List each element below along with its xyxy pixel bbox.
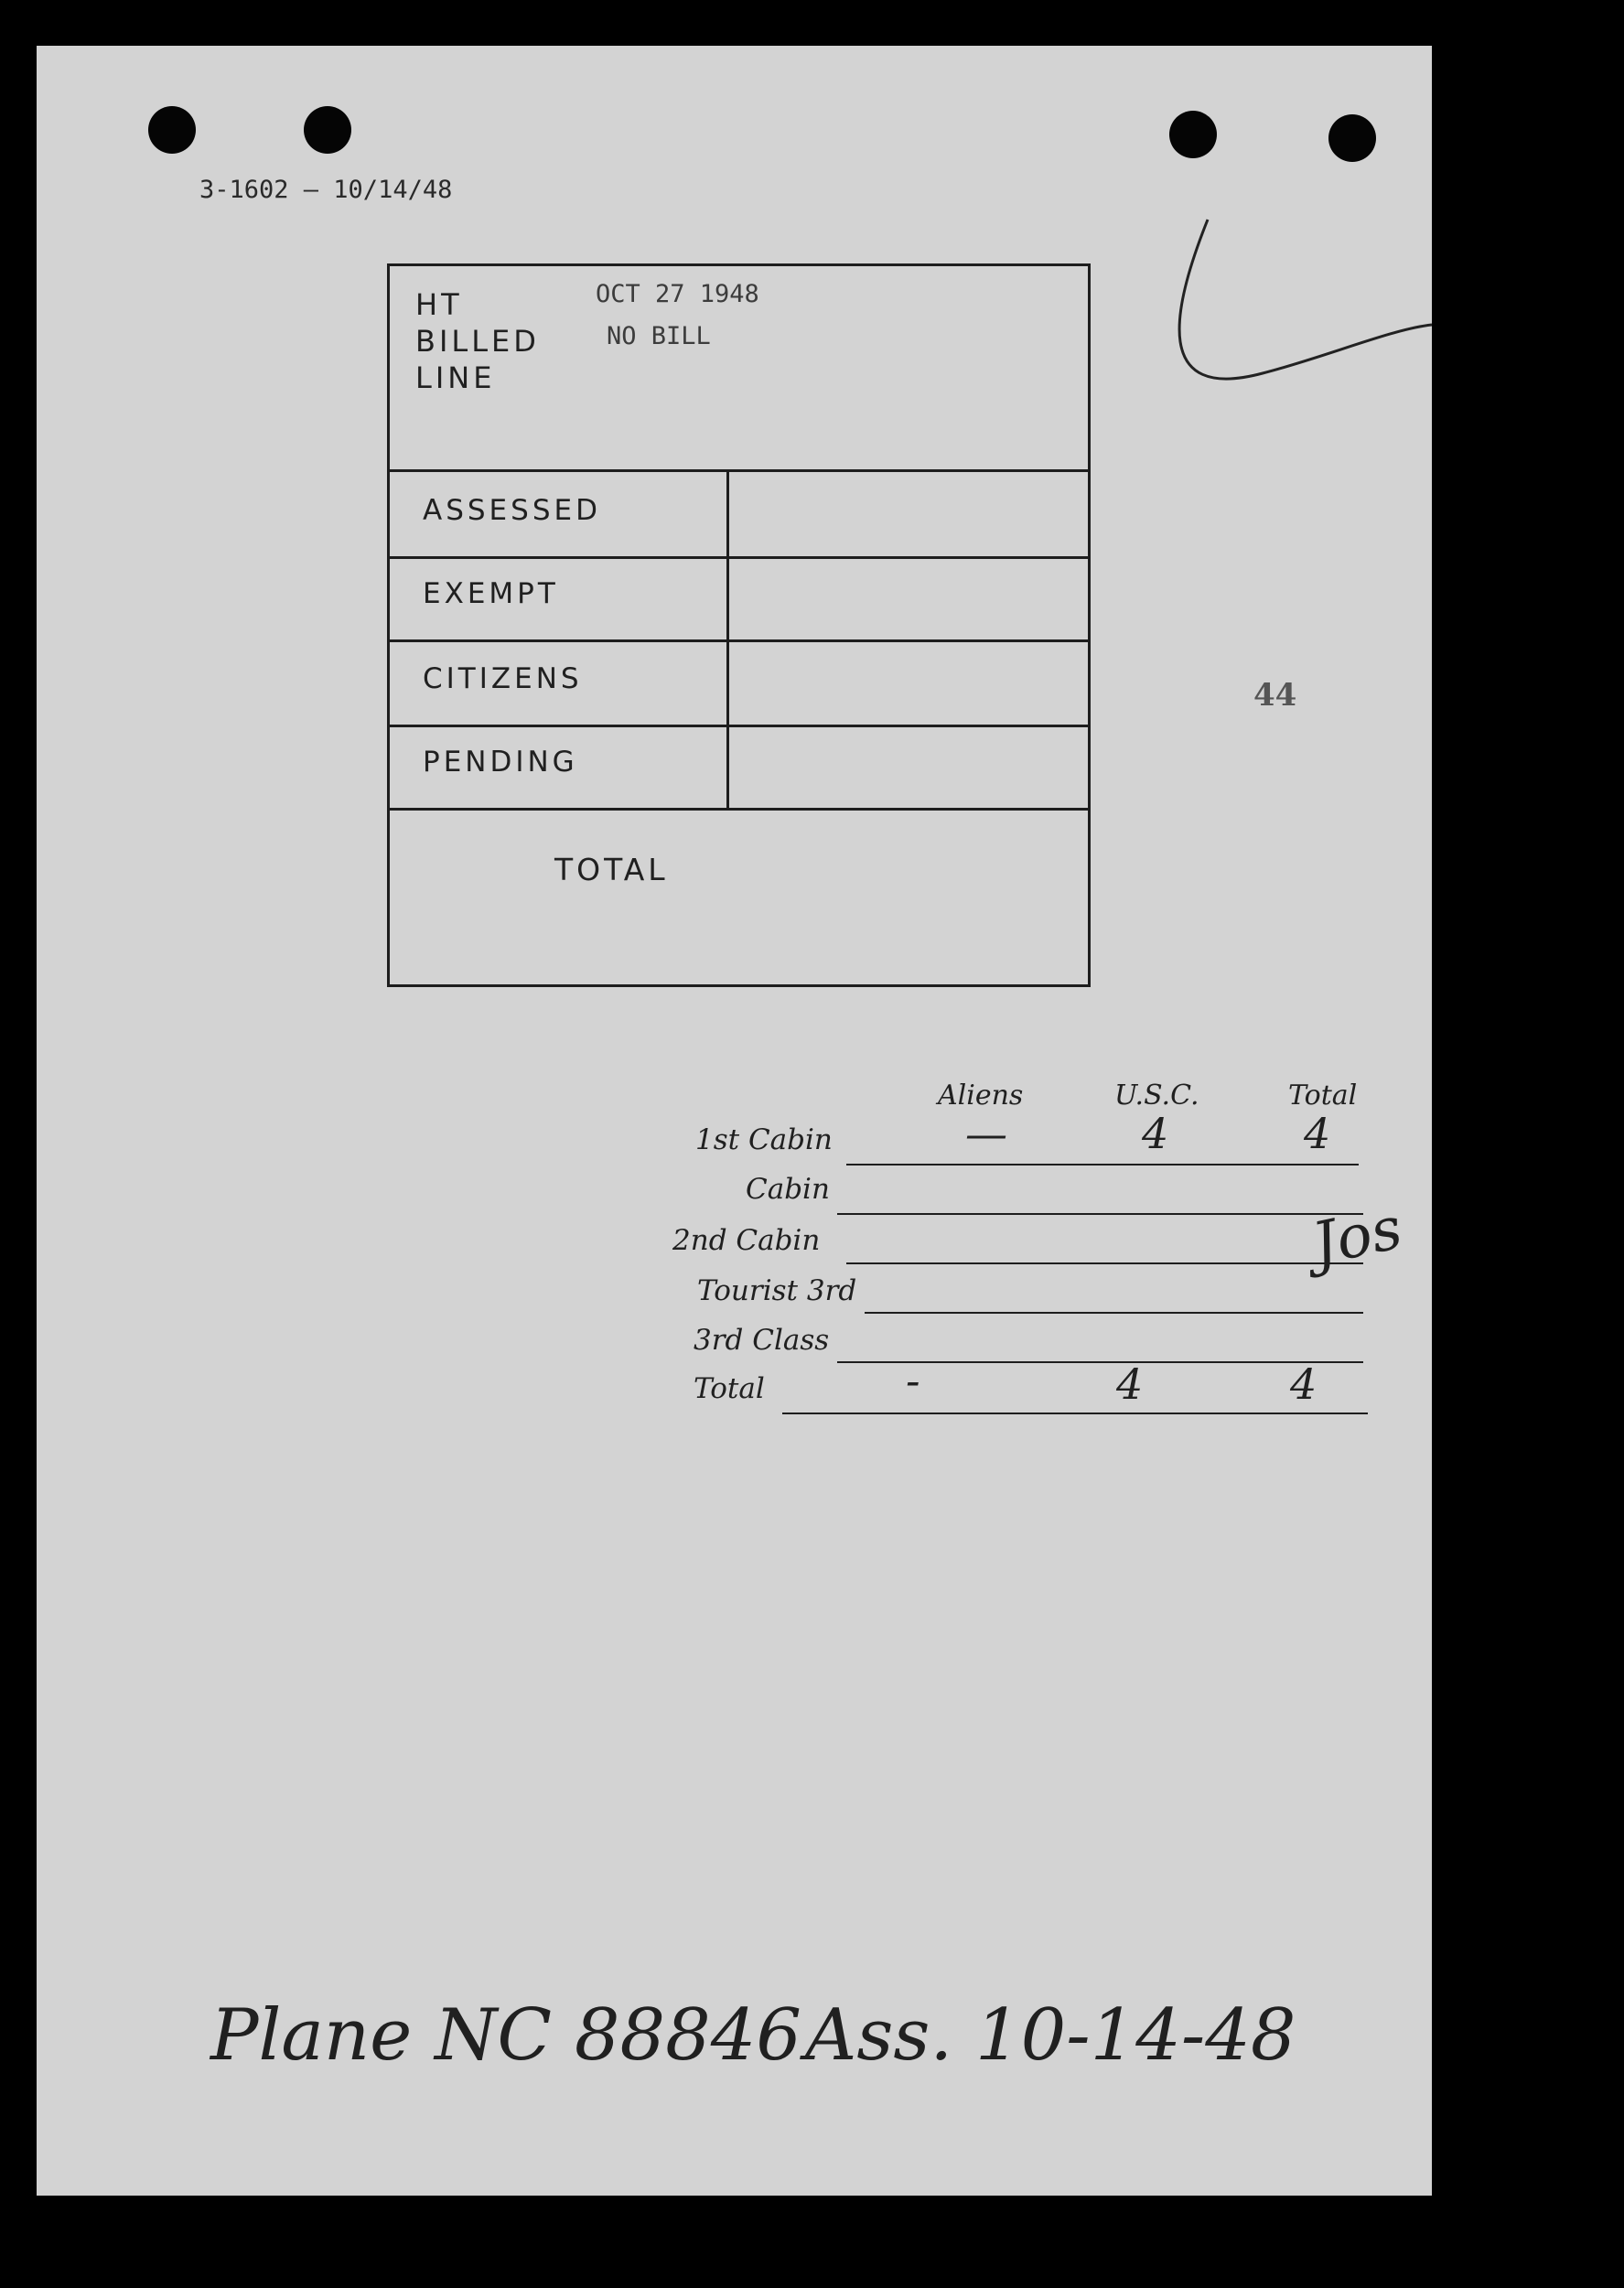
row-2nd-cabin: 2nd Cabin (672, 1224, 821, 1257)
col-usc: U.S.C. (1114, 1080, 1199, 1112)
total-label: TOTAL (554, 852, 669, 887)
row-cabin: Cabin (746, 1173, 830, 1206)
total-total: 4 (1290, 1359, 1317, 1409)
billed-line-label: HT BILLED LINE (415, 287, 540, 395)
col-aliens: Aliens (938, 1080, 1024, 1112)
col-total: Total (1288, 1080, 1358, 1112)
stamp-text: NO BILL (607, 322, 711, 350)
citizens-label: CITIZENS (423, 662, 583, 695)
row-3rd-class: 3rd Class (694, 1324, 830, 1357)
row-total: Total (694, 1372, 765, 1405)
row-1st-cabin: 1st Cabin (695, 1123, 833, 1156)
row-line (837, 1213, 1363, 1215)
file-number: 3-1602 — 10/14/48 (199, 176, 453, 204)
assessed-date-note: Ass. 10-14-48 (805, 1994, 1296, 2077)
stamp-date: OCT 27 1948 (596, 280, 759, 308)
passenger-class-table (37, 46, 1432, 2196)
row-line (865, 1312, 1363, 1314)
first-usc: 4 (1142, 1109, 1169, 1158)
document-page (37, 46, 1432, 2196)
initials: Jos (1307, 1194, 1408, 1280)
row-line (782, 1413, 1368, 1414)
pending-label: PENDING (423, 746, 578, 779)
row-line (846, 1262, 1363, 1264)
total-usc: 4 (1116, 1359, 1144, 1409)
assessed-label: ASSESSED (423, 494, 601, 527)
plane-note: Plane NC 88846 (210, 1994, 801, 2077)
row-tourist-3rd: Tourist 3rd (697, 1274, 857, 1307)
page-number: 44 (1253, 677, 1297, 714)
total-aliens: - (906, 1356, 920, 1405)
row-line (846, 1164, 1359, 1165)
first-aliens: — (965, 1109, 1007, 1158)
exempt-label: EXEMPT (423, 577, 559, 610)
first-total: 4 (1304, 1109, 1331, 1158)
